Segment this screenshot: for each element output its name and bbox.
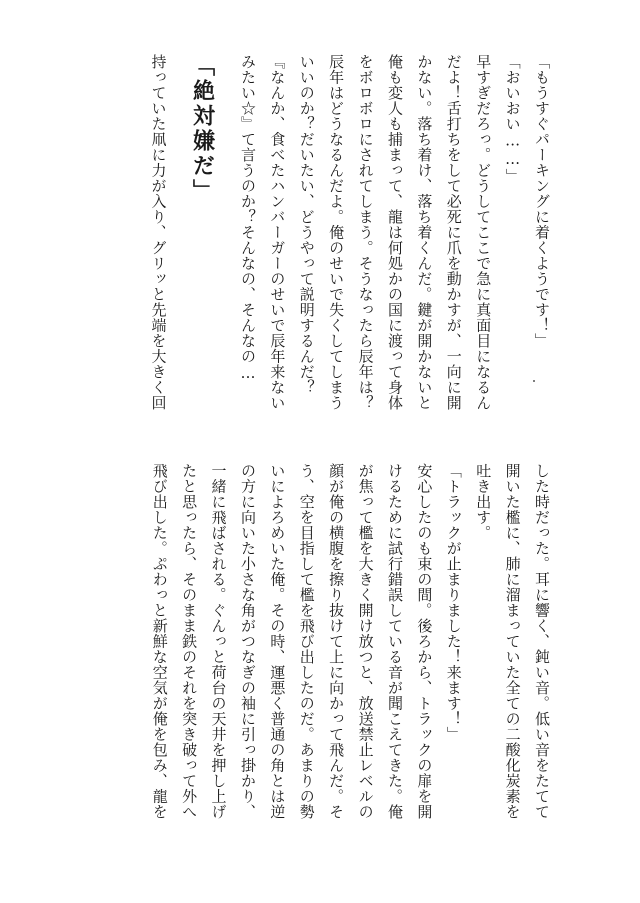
emphasis-dialogue: 「絶対嫌だ」 bbox=[189, 54, 216, 204]
paragraph-line: いいのか？だいたい、どうやって説明するんだ？ bbox=[297, 54, 316, 395]
paragraph-line: の方に向いた小さな角がつなぎの袖に引っ掛かり、 bbox=[238, 463, 257, 820]
spacer bbox=[173, 54, 183, 429]
paragraph-line: が焦って檻を大きく開け放つと、放送禁止レベルの bbox=[356, 463, 375, 820]
paragraph-line: だよ！舌打ちをして必死に爪を動かすが、一向に開 bbox=[444, 54, 463, 411]
paragraph-line: たと思ったら、そのまま鉄のそれを突き破って外へ bbox=[180, 463, 199, 820]
paragraph-line: う、空を目指して檻を飛び出したのだ。あまりの勢 bbox=[297, 463, 316, 820]
paragraph-line: 安心したのも束の間。後ろから、トラックの扉を開 bbox=[415, 463, 434, 820]
paragraph-line: けるために試行錯誤している音が聞こえてきた。俺 bbox=[385, 463, 404, 820]
stray-mark bbox=[533, 380, 535, 382]
paragraph-line: 顔が俺の横腹を擦り抜けて上に向かって飛んだ。そ bbox=[327, 463, 346, 820]
paragraph-line: 飛び出した。ぷわっと新鮮な空気が俺を包み、龍を bbox=[150, 463, 169, 820]
upper-text-block bbox=[143, 54, 556, 429]
paragraph-line: 開いた檻に、肺に溜まっていた全ての二酸化炭素を bbox=[503, 463, 522, 820]
paragraph-line: みたい☆』て言うのか？そんなの、そんなの… bbox=[238, 54, 257, 383]
paragraph-line: 吐き出す。 bbox=[474, 463, 493, 541]
dialogue-line: 「おいおい……」 bbox=[503, 54, 522, 184]
dialogue-line: 「トラックが止まりました！来ます！」 bbox=[444, 463, 463, 742]
paragraph-line: 『なんか、食べたハンバーガーのせいで辰年来ない bbox=[268, 54, 287, 411]
dialogue-line: 「もうすぐパーキングに着くようです！」 bbox=[533, 54, 551, 349]
paragraph-line: 早すぎだろっ。どうしてここで急に真面目になるん bbox=[474, 54, 493, 411]
paragraph-line: した時だった。耳に響く、鈍い音。低い音をたてて bbox=[533, 463, 551, 820]
paragraph-line: 一緒に飛ばされる。ぐんっと荷台の天井を押し上げ bbox=[209, 463, 228, 820]
paragraph-line: 俺も変人も捕まって、龍は何処かの国に渡って身体 bbox=[385, 54, 404, 411]
paragraph-line: 持っていた凧に力が入り、グリッと先端を大きく回 bbox=[149, 54, 168, 411]
spacer bbox=[223, 54, 233, 429]
paragraph-line: 辰年はどうなるんだよ。俺のせいで失くしてしまう bbox=[327, 54, 346, 411]
paragraph-line: かない。落ち着け、落ち着くんだ。鍵が開かないと bbox=[415, 54, 434, 411]
lower-text-block bbox=[144, 463, 556, 848]
paragraph-line: いによろめいた俺。その時、運悪く普通の角とは逆 bbox=[268, 463, 287, 820]
paragraph-line: をボロボロにされてしまう。そうなったら辰年は？ bbox=[356, 54, 375, 411]
